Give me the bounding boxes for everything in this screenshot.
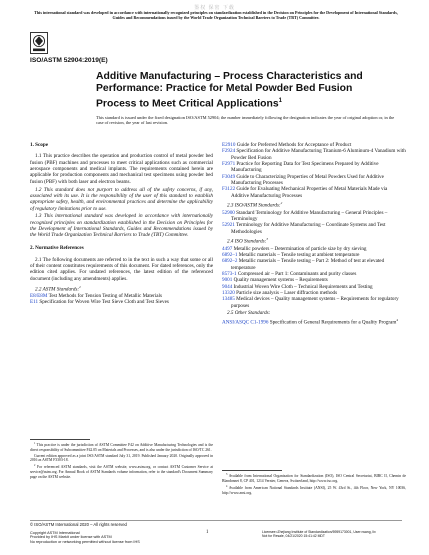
license-line-2: Not for Resale, 04/21/2020 15:41:42 MDT [262,534,325,539]
normative-paragraph-1: 2.1 The following documents are referred to in the text in such a way that some or all of their content constitutes requirements of this document. For dated references, only the edition cited applies. For undated references, the latest edition of the referenced document (including any amendments) applies. [30,256,213,282]
copyright-line: © ISO/ASTM International 2020 – All rights reserved [30,522,127,527]
footnote-text: This practice is under the jurisdiction of ASTM Committee F42 on Additive Manufacturing Technologies and is the direct responsibility of Subcommittee F42.05 on Materials and Processes, and is also under the jurisdiction of ISO/TC 261. [30,443,214,452]
left-column [30,142,213,306]
reference-code-link[interactable]: E8/E8M [30,293,48,300]
footer-line-2: Provided by IHS Markit under license with ASTM [30,535,112,539]
reference-entry [30,299,213,305]
footnote-mark: 3 [226,473,228,476]
reference-title: Practice for Reporting Data for Test Specimens Prepared by Additive Manufacturing [231,161,379,174]
footer-line-1: Copyright ASTM International [30,530,80,535]
reference-code-link[interactable]: 9001 [222,277,233,284]
reference-title: Particle size analysis – Laser diffraction methods [234,290,338,296]
reference-code-link[interactable]: E11 [30,299,39,306]
reference-entry [222,258,406,271]
iso-astm-standards-subheading: 2.3 ISO/ASTM Standards:$^2$ [227,201,283,209]
footer-rule [30,520,402,521]
reference-footnote-mark: 4 [396,317,398,322]
normative-references-heading: 2. Normative References [30,245,84,252]
designation: ISO/ASTM 52904:2019(E) [30,57,108,64]
iso-standards-subheading: 2.4 ISO Standards:$^3$ [227,237,269,245]
footnote-mark: 4 [226,484,228,488]
astm-standards-subheading: 2.2 ASTM Standards:$^2$ [35,284,81,293]
reference-code-link[interactable]: 13320 [222,290,235,296]
reference-code-link[interactable]: F2971 [222,161,236,168]
footnote-text: For referenced ASTM standards, visit the ASTM website, www.astm.org, or contact ASTM Customer Service at service@astm.org. For Annual Book of ASTM Standards volume information, refer to the standard's Document Summary page on the ASTM website. [30,465,214,479]
footnote [222,485,406,495]
reference-title: Medical devices – Quality management systems – Requirements for regulatory purposes [231,296,399,309]
reference-code-link[interactable]: 8573-1 [222,270,237,277]
footer-license-block [262,530,412,538]
wto-notice: This international standard was developed in accordance with internationally recognized principles on standardization established in the Decision on Principles for the Development of International Standards, Guides and Recommendations issued by the World Trade Organization Technical Barriers to Trade (TBT) Committee. [34,10,398,21]
footer-line-3: No reproduction or networking permitted without license from IHS [30,539,140,544]
scope-paragraph-2: 1.2 This standard does not purport to address all of the safety concerns, if any, associated with its use. It is the responsibility of the user of this standard to establish appropriate safety, health, and environmental practices and determine the applicability of regulatory limitations prior to use. [30,186,213,212]
footnote [30,442,213,452]
other-standards-subheading: 2.5 Other Standards: [227,310,271,317]
reference-title: Metallic materials – Tensile testing – Part 2: Method of test at elevated temperature [231,258,385,271]
reference-code-link[interactable]: 6892–2 [222,258,238,265]
astm-reference-list-continued [222,142,406,199]
reference-title: Terminology for Additive Manufacturing – Coordinate Systems and Test Methodologies [231,222,386,235]
footnotes-left [30,442,213,481]
reference-entry [222,148,406,161]
title-footnote-mark: 1 [278,98,282,105]
footnote-text: Available from International Organization for Standardization (ISO), ISO Central Secretariat, BIBC II, Chemin de Blandonnet 8, CP 401, 1214 Vernier, Geneva, Switzerland, http://www.iso.org. [222,474,406,483]
footnote-mark: 1 [34,442,36,445]
reference-title: Specification for Additive Manufacturing Titanium-6 Aluminum-4 Vanadium with Powder Bed Fusion [231,148,406,161]
footnote [30,464,213,479]
title-text: Additive Manufacturing – Process Characteristics and Performance: Practice for Metal Powder Bed Fusion Process to Meet Critical Applications [96,71,363,110]
page-number: 1 [206,530,209,535]
reference-entry [222,296,406,309]
reference-code-link[interactable]: ANSI/ASQC C1-1996 [222,319,269,326]
reference-code-link[interactable]: F3122 [222,186,236,193]
footnote-mark: 2 [34,464,36,468]
reference-code-link[interactable]: 52900 [222,209,235,216]
reference-title: Specification for Woven Wire Test Sieve Cloth and Test Sieves [38,299,169,306]
footer-copyright-block [30,523,140,544]
footnotes-right [222,473,406,497]
issue-note: This standard is issued under the fixed designation ISO/ASTM 52904; the number immediately following the designation indicates the year of original adoption or, in the case of revision, the year of last revision. [96,115,395,126]
other-reference-list [222,317,406,326]
reference-entry [222,317,406,326]
reference-code-link[interactable]: 52921 [222,222,235,229]
reference-code-link[interactable]: E2910 [222,142,236,148]
right-column [222,142,406,326]
reference-title: Quality management systems – Requirements [232,277,328,284]
scope-paragraph-3: 1.3 This international standard was developed in accordance with internationally recognized principles on standardization established in the Decision on Principles for the Development of International Standards, Guides and Recommendations issued by the World Trade Organization Technical Barriers to Trade (TBT) Committee. [30,213,213,239]
scope-paragraph-1: 1.1 This practice describes the operation and production control of metal powder bed fusion (PBF) machines and processes to meet critical applications such as commercial aerospace components and medical implants. The requirements contained herein are applicable for production components and mechanical test specimens using powder bed fusion (PBF) with both laser and electron beams. [30,153,213,185]
reference-entry [222,186,406,199]
reference-title: Specification of General Requirements for a Quality Program [268,319,397,326]
iso-reference-list [222,246,406,309]
reference-code-link[interactable]: 6892–1 [222,251,238,258]
iso-astm-reference-list [222,210,406,235]
standard-title [96,71,386,111]
footnote-rule-right [222,470,282,471]
reference-title: Metallic powders – Determination of particle size by dry sieving [232,245,367,252]
reference-entry [222,161,406,174]
reference-title: Guide for Preferred Methods for Acceptance of Product [235,142,352,148]
reference-title: Guide for Evaluating Mechanical Properties of Metal Materials Made via Additive Manufacturing Processes [231,186,388,199]
reference-code-link[interactable]: 9044 [222,283,233,290]
reference-entry [222,174,406,187]
footnote [222,473,406,483]
footnote-text: Available from American National Standards Institute (ANSI), 25 W. 43rd St., 4th Floor, New York, NY 10036, http://www.ansi.org. [222,486,406,495]
reference-title: Industrial Woven Wire Cloth – Technical Requirements and Testing [232,283,373,290]
reference-title: Test Methods for Tension Testing of Metallic Materials [47,293,162,300]
reference-code-link[interactable]: 13485 [222,296,235,303]
reference-title: Standard Terminology for Additive Manufacturing – General Principles – Terminology [231,209,388,222]
watermark-text: 鉴权 保密 下载 [194,6,235,11]
license-line-1: Licensee=Zhejiang Institute of Standardization/5959173001, User=wang, lix [262,530,376,534]
footnote-text: Current edition approved as a joint ISO/ASTM standard July 31, 2019. Published January 2020. Originally approved in 2016 as ASTM F3303-18. [30,453,213,463]
reference-title: Compressed air – Part 1: Contaminants and purity classes [236,270,357,277]
reference-title: Metallic materials – Tensile testing at ambient temperature [237,251,360,258]
reference-code-link[interactable]: F2924 [222,148,236,155]
reference-code-link[interactable]: 4497 [222,245,233,252]
astm-reference-list [30,293,213,306]
footnote-rule-left [30,439,90,440]
reference-entry [222,222,406,235]
astm-logo-icon [30,32,48,54]
scope-heading: 1. Scope [30,142,48,148]
reference-entry [222,210,406,223]
reference-title: Guide to Characterizing Properties of Metal Powders Used for Additive Manufacturing Processes [231,173,384,187]
reference-code-link[interactable]: F3049 [222,173,236,180]
footnote [30,454,213,463]
